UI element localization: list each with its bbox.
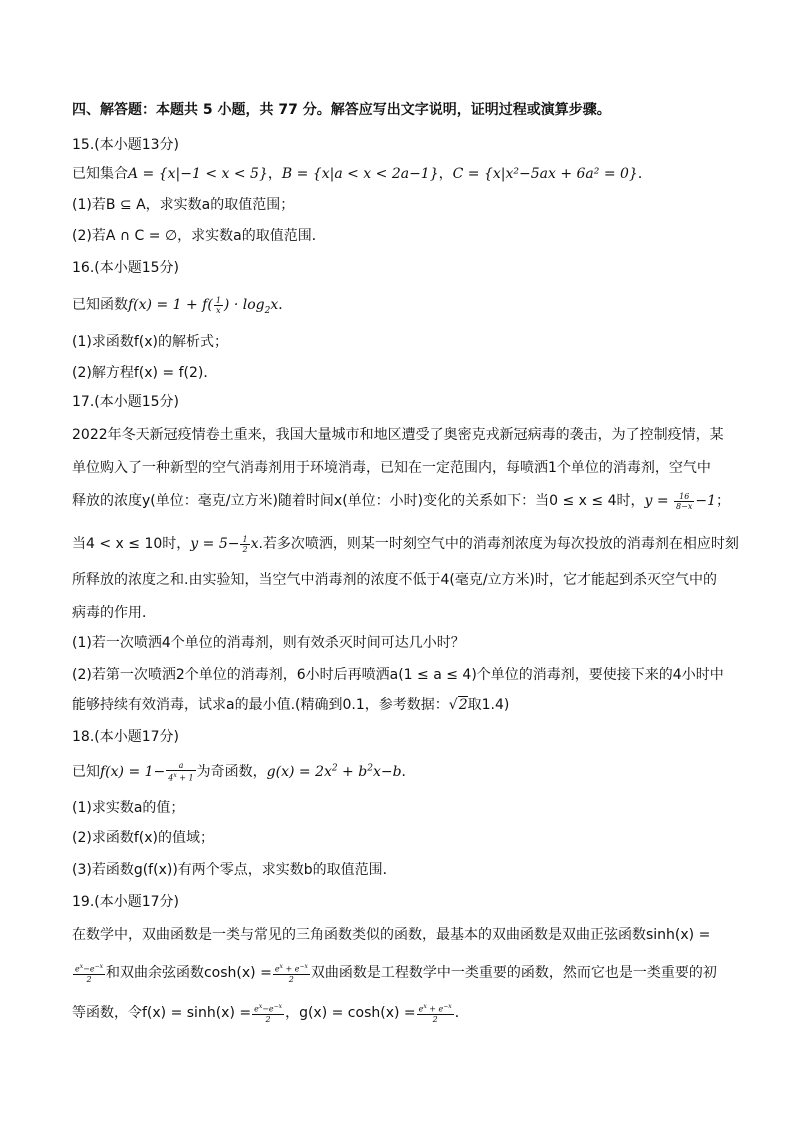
q19-line1: 在数学中，双曲函数是一类与常见的三角函数类似的函数，最基本的双曲函数是双曲正弦函数sinh(x) = (72, 927, 711, 943)
q17-line3: 释放的浓度y(单位：毫克/立方米)随着时间x(单位：小时)变化的关系如下：当0 ≤ x ≤ 4时，y = $\frac{16}{8-x}$ −1； (72, 491, 730, 511)
q15-stem: 已知集合A = {x|−1 < x < 5}，B = {x|a < x < 2a−1}，C = {x|x²−5ax + 6a² = 0}． (72, 166, 652, 182)
sinh-fraction: $\frac{e^x-e^{-x}}{2}$ (75, 963, 103, 984)
q19-line3-text: 等函数，令f(x) = sinh(x) = (72, 1005, 252, 1021)
q18-g-formula: $g(x) = 2x^2 + b^2x-b$ (266, 763, 402, 780)
q19-line2-rest: 双曲函数是工程数学中一类重要的函数，然而它也是一类重要的初 (310, 965, 717, 981)
f-sinh-fraction: $\frac{e^x-e^{-x}}{2}$ (254, 1003, 283, 1024)
sqrt-two: √2 (448, 697, 468, 713)
piecewise-formula-2: y = 5− $\frac{1}{2}$ x (190, 534, 259, 554)
q19-line2-text: 和双曲余弦函数cosh(x) = (105, 965, 272, 981)
q16-header: 16.(本小题15分) (72, 260, 180, 276)
q17-line4-text: 当4 < x ≤ 10时， (72, 536, 191, 552)
section-header: 四、解答题：本题共 5 小题，共 77 分。解答应写出文字说明，证明过程或演算步骤。 (72, 102, 611, 118)
q17-line4: 当4 < x ≤ 10时，y = 5− $\frac{1}{2}$ x.若多次喷洒，则某一时刻空气中的消毒剂浓度为每次投放的消毒剂在相应时刻 (72, 534, 739, 554)
q16-part2: (2)解方程f(x) = f(2)． (72, 365, 218, 381)
q17-line3-text: 释放的浓度y(单位：毫克/立方米)随着时间x(单位：小时)变化的关系如下：当0 ≤ x ≤ 4时， (72, 493, 645, 509)
q18-stem: 已知f(x) = 1− $\frac{a}{4^x + 1}$ 为奇函数，$g(x) = 2x^2 + b^2x-b$． (72, 761, 416, 783)
q16-function-formula: f(x) = 1 + f( $\frac{1}{x}$ ) · $\log_2x$ (128, 295, 279, 316)
q17-part2-line1: (2)若第一次喷洒2个单位的消毒剂，6小时后再喷洒a(1 ≤ a ≤ 4)个单位的消毒剂，要使接下来的4小时中 (72, 667, 724, 683)
q15-part1: (1)若B ⊆ A，求实数a的取值范围； (72, 197, 295, 213)
q17-line4-rest: 若多次喷洒，则某一时刻空气中的消毒剂浓度为每次投放的消毒剂在相应时刻 (262, 536, 739, 552)
q19-header: 19.(本小题17分) (72, 894, 180, 910)
q17-line5: 所释放的浓度之和.由实验知，当空气中消毒剂的浓度不低于4(毫克/立方米)时，它才能起到杀灭空气中的 (72, 572, 717, 588)
q19-line3-mid: ，g(x) = cosh(x) = (285, 1005, 416, 1021)
q17-line1: 2022年冬天新冠疫情卷土重来，我国大量城市和地区遭受了奥密克戎新冠病毒的袭击，为了控制疫情，某 (72, 427, 724, 443)
a-over-fraction: $\frac{a}{4^x + 1}$ (168, 761, 194, 783)
q17-part2-line2-end: 取1.4) (467, 697, 510, 713)
cosh-fraction: $\frac{e^x + e^{-x}}{2}$ (274, 963, 308, 984)
sixteen-over-fraction: $\frac{16}{8-x}$ (676, 491, 693, 511)
q18-part1: (1)求实数a的值； (72, 800, 185, 816)
q17-part2-line2-text: 能够持续有效消毒，试求a的最小值.(精确到0.1，参考数据： (72, 697, 449, 713)
q16-part1: (1)求函数f(x)的解析式； (72, 334, 228, 350)
q15-header: 15.(本小题13分) (72, 137, 180, 153)
q17-line2: 单位购入了一种新型的空气消毒剂用于环境消毒，已知在一定范围内，每喷洒1个单位的消毒剂，空气中 (72, 460, 711, 476)
q19-line2 (72, 962, 722, 984)
q19-line3: 等函数，令f(x) = sinh(x) = $\frac{e^x-e^{-x}}{2}$ ，g(x) = cosh(x) = $\frac{e^x + e^{-x}}{2}$ ． (72, 1003, 469, 1024)
q17-header: 17.(本小题15分) (72, 394, 180, 410)
set-b: B = {x|a < x < 2a−1} (281, 166, 439, 182)
q18-f-formula: f(x) = 1− $\frac{a}{4^x + 1}$ (100, 761, 194, 783)
set-c: C = {x|x²−5ax + 6a² = 0} (452, 166, 638, 182)
piecewise-formula-1: y = $\frac{16}{8-x}$ −1 (644, 491, 716, 511)
q16-stem: 已知函数f(x) = 1 + f( $\frac{1}{x}$ ) · $\log_2x$． (72, 295, 293, 316)
g-cosh-fraction: $\frac{e^x + e^{-x}}{2}$ (418, 1003, 452, 1024)
q17-part1: (1)若一次喷洒4个单位的消毒剂，则有效杀灭时间可达几小时？ (72, 635, 465, 651)
q18-part2: (2)求函数f(x)的值域； (72, 830, 214, 846)
q15-stem-text: 已知集合 (72, 166, 128, 182)
q18-part3: (3)若函数g(f(x))有两个零点，求实数b的取值范围． (72, 862, 397, 878)
q18-header: 18.(本小题17分) (72, 729, 180, 745)
one-over-x-fraction: $\frac{1}{x}$ (215, 295, 221, 315)
set-a: A = {x|−1 < x < 5} (128, 166, 268, 182)
one-half-fraction: $\frac{1}{2}$ (242, 534, 248, 554)
q17-part2-line2 (72, 694, 722, 716)
q18-stem-mid: 为奇函数， (196, 764, 267, 780)
q16-stem-text: 已知函数 (72, 297, 128, 313)
q15-part2: (2)若A ∩ C = ∅，求实数a的取值范围． (72, 228, 326, 244)
q17-line6: 病毒的作用． (72, 605, 156, 621)
q18-stem-text: 已知 (72, 764, 100, 780)
